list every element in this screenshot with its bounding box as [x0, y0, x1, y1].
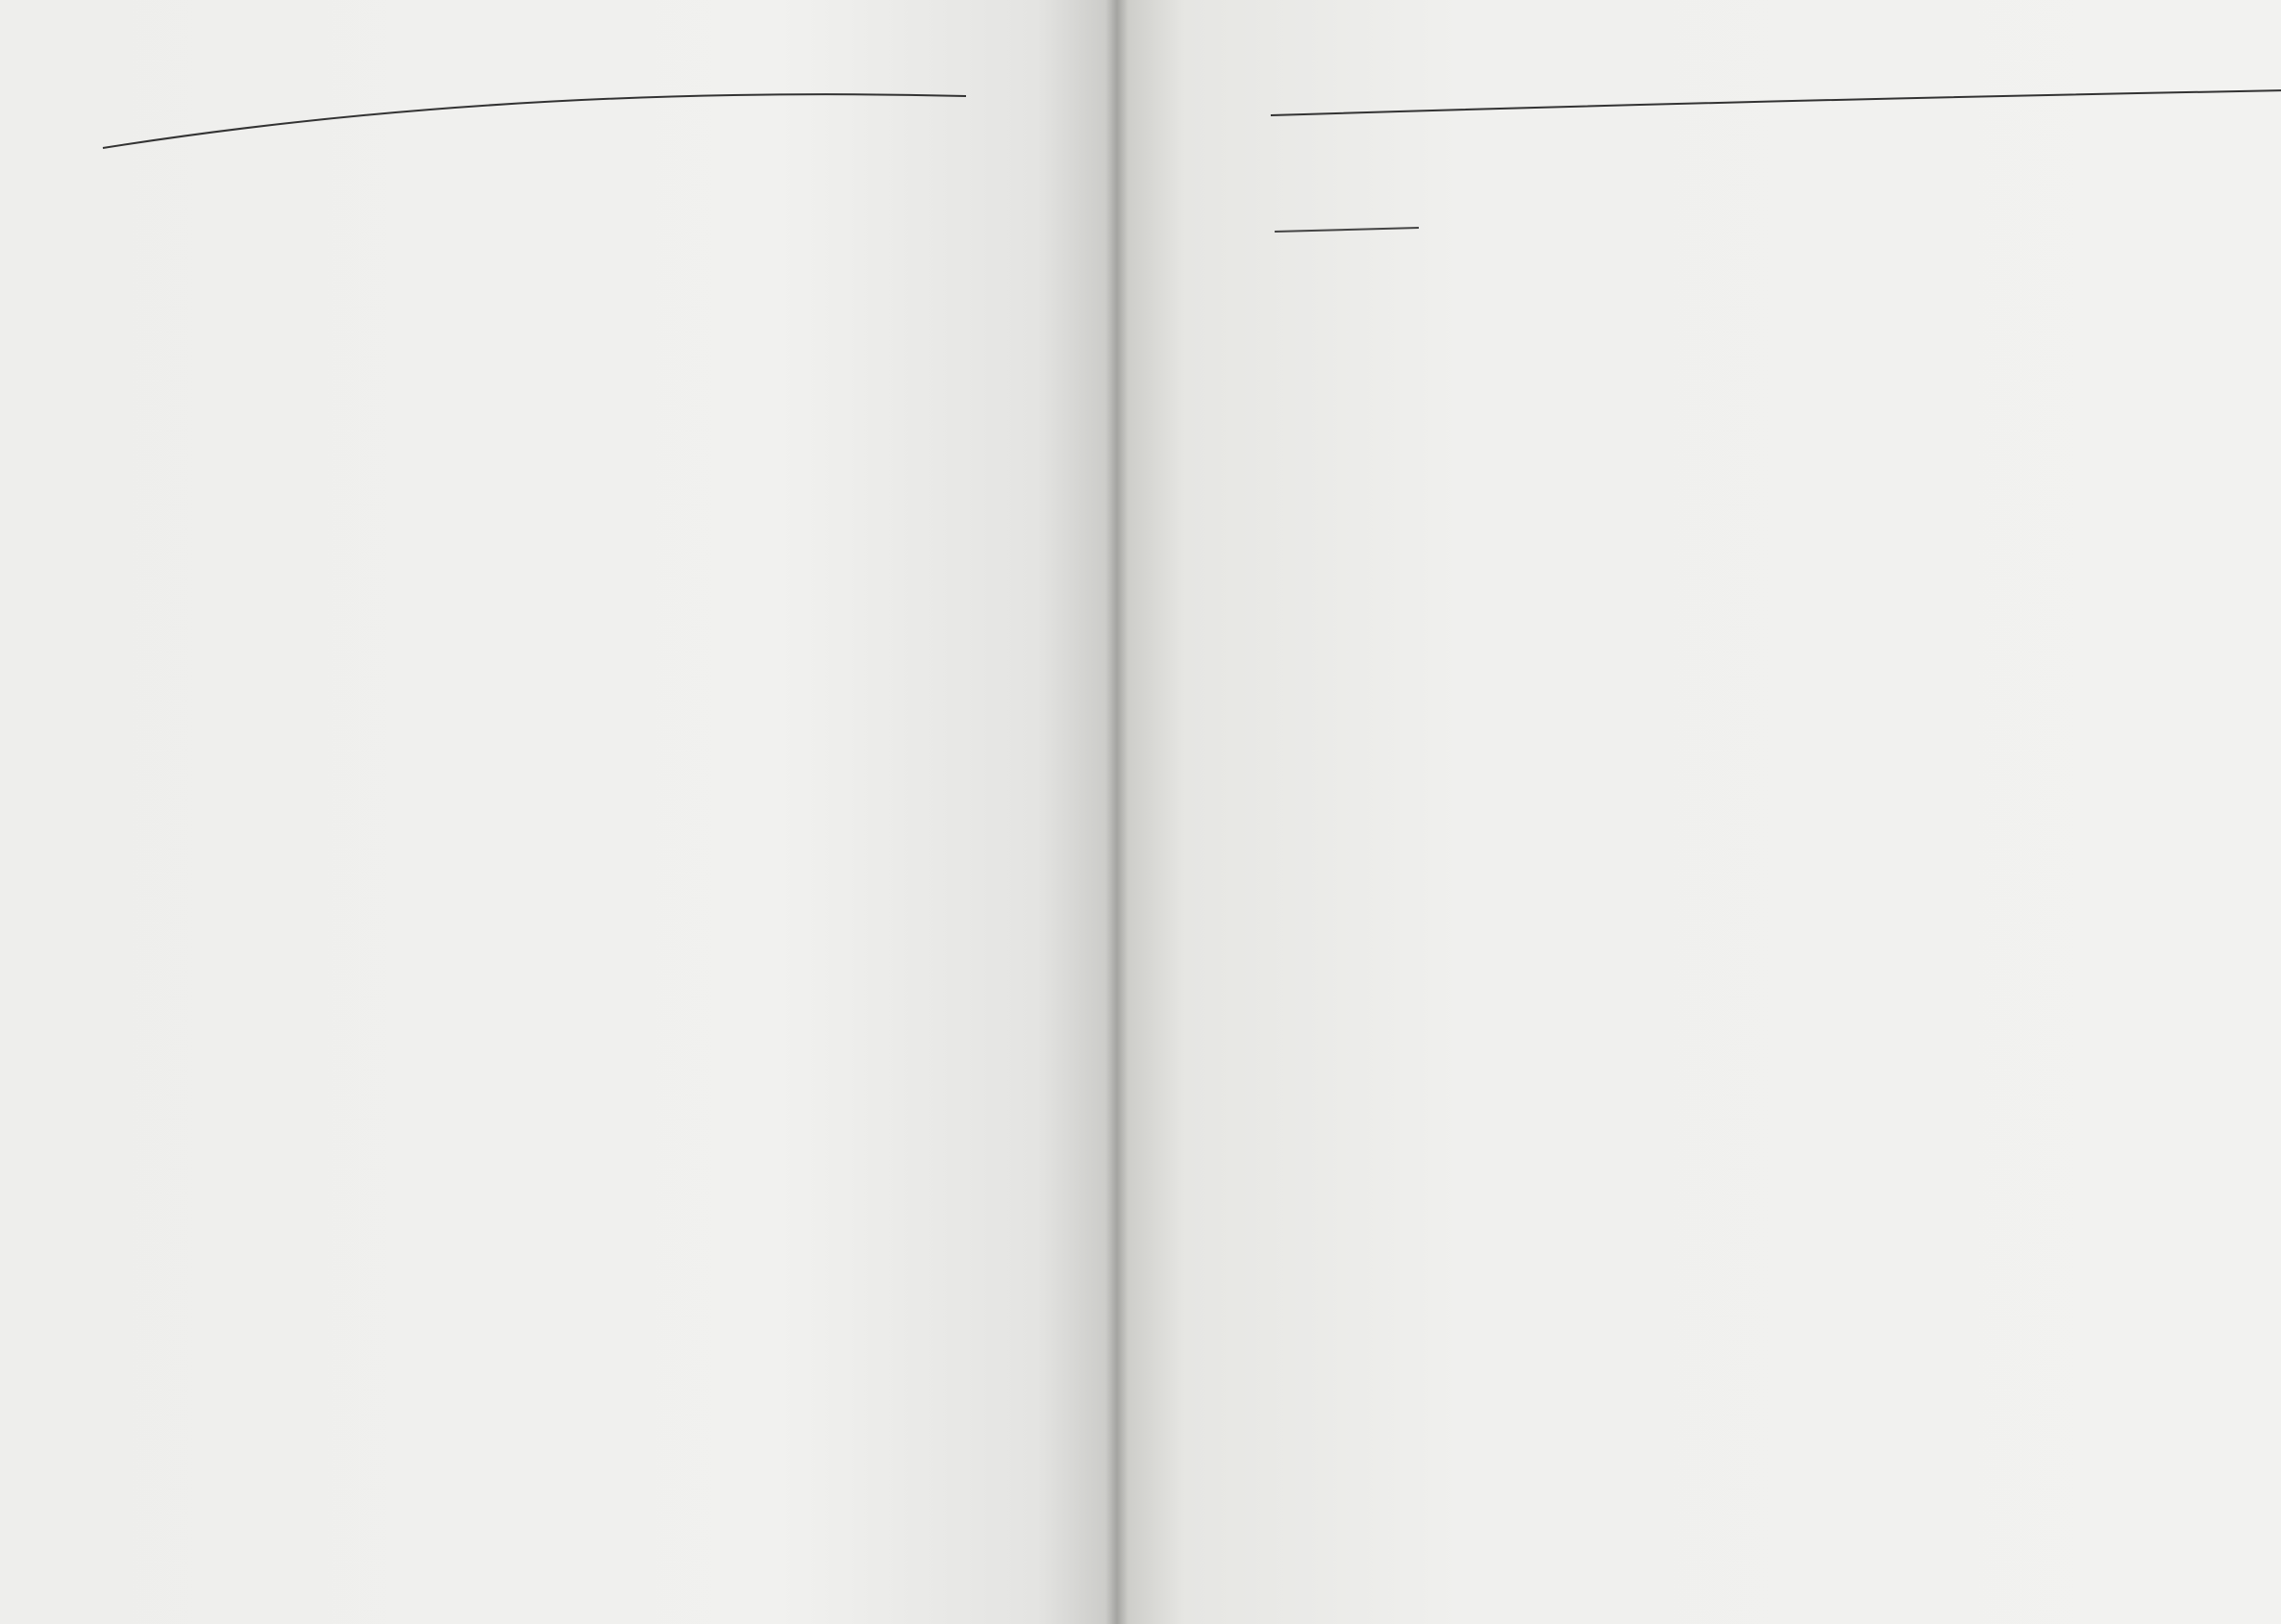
right-body-text	[1274, 169, 2169, 244]
header-rule	[101, 77, 985, 154]
paragraph	[1274, 169, 2168, 192]
paragraph	[1274, 169, 2168, 192]
footnote-line	[1275, 221, 2169, 244]
right-page	[1115, 0, 2281, 1624]
paragraph	[1274, 169, 2168, 192]
section-title	[1274, 169, 2168, 192]
paragraph	[1274, 169, 2168, 192]
book-gutter	[1105, 0, 1128, 1624]
header-rule	[1269, 83, 2281, 121]
left-page	[0, 0, 1115, 1624]
paragraph	[1274, 169, 2168, 192]
footnote-rule	[1275, 227, 1419, 233]
paragraph	[1274, 169, 2168, 192]
footnote	[1275, 221, 2169, 244]
